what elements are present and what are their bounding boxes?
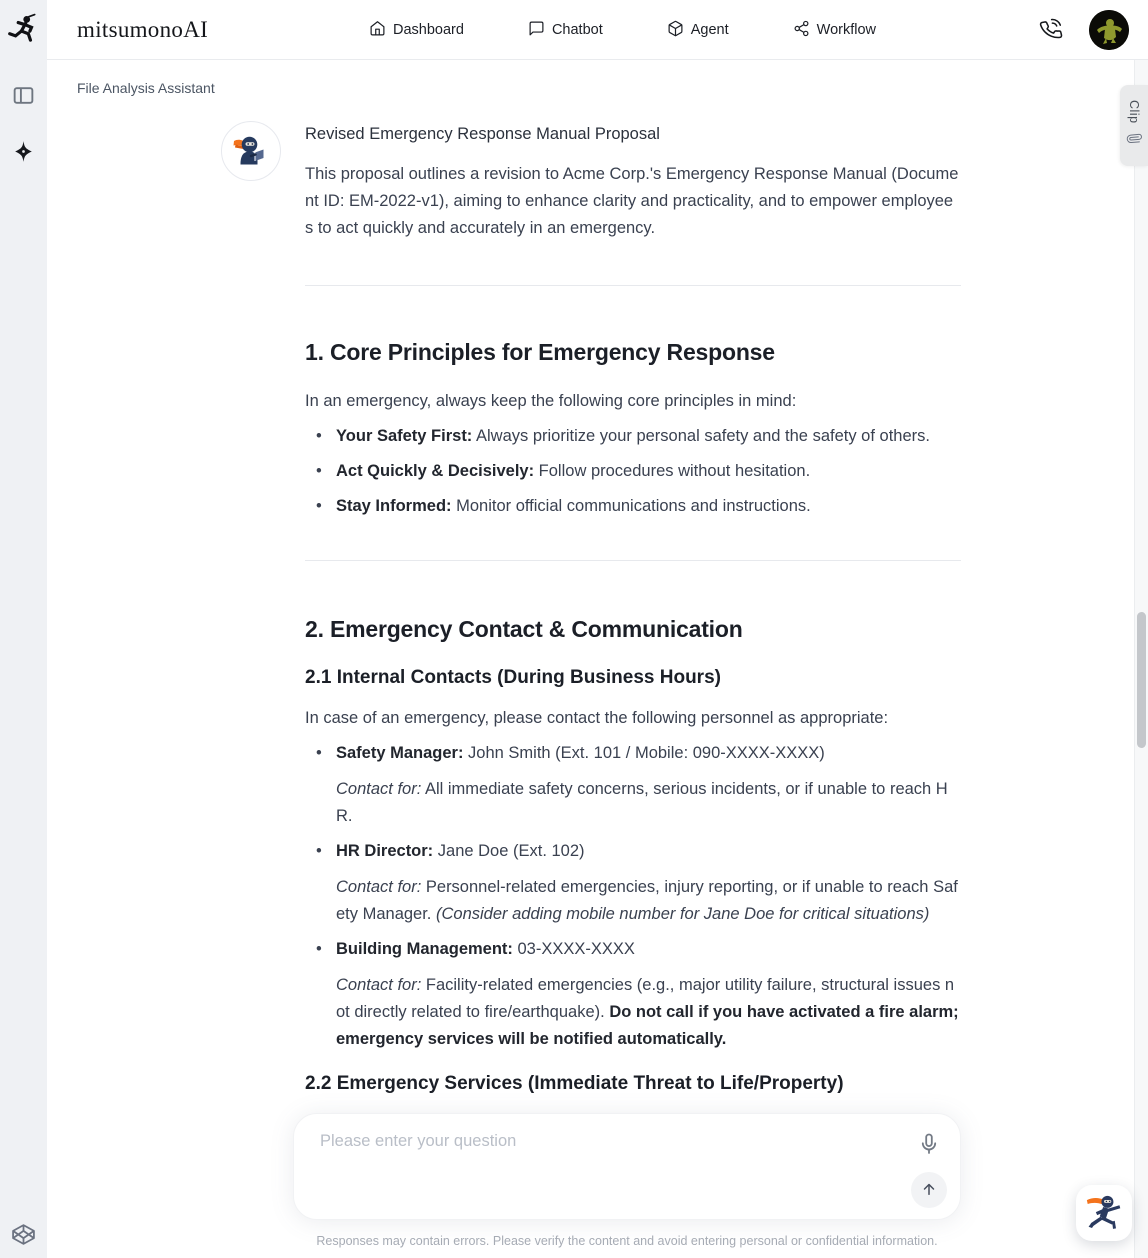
left-rail — [0, 0, 47, 1258]
nav-item-workflow[interactable] — [793, 20, 876, 41]
contacts-list — [305, 936, 961, 963]
brand-wordmark: mitsumonoAI — [77, 17, 209, 42]
contact-role: Building Management: — [336, 940, 513, 958]
contact-role: HR Director: — [336, 842, 434, 860]
section-2-2-heading: 2.2 Emergency Services (Immediate Threat to Life/Property) — [305, 1073, 844, 1094]
assistant-avatar — [221, 121, 281, 181]
message-intro: This proposal outlines a revision to Acme Corp.'s Emergency Response Manual (Document ID: EM-2022-v1), aiming to enhance clarity and practicality, and to empower employees to act quickly and accurately in an emergency. — [305, 165, 959, 237]
contact-note — [305, 776, 961, 830]
list-item — [305, 740, 961, 767]
clip-tab-label: Clip — [1127, 99, 1141, 124]
nav-label: Dashboard — [393, 22, 464, 38]
list-item — [305, 493, 961, 520]
contacts-list — [305, 838, 961, 865]
nav-item-chatbot[interactable] — [528, 20, 603, 41]
phone-call-icon[interactable] — [1038, 17, 1064, 43]
top-header — [47, 0, 1148, 60]
bullet-text: Always prioritize your personal safety and the safety of others. — [472, 427, 930, 445]
divider — [305, 560, 961, 561]
note-bold: Do not call if you have activated a fire alarm; emergency services will be notified automatically. — [336, 1003, 959, 1048]
panel-toggle-icon[interactable] — [11, 83, 36, 108]
contact-role: Safety Manager: — [336, 744, 464, 762]
contact-detail: John Smith (Ext. 101 / Mobile: 090-XXXX-XXXX) — [463, 744, 825, 762]
contact-detail: Jane Doe (Ext. 102) — [433, 842, 585, 860]
main-nav — [369, 0, 876, 60]
nav-label: Agent — [690, 22, 729, 38]
send-button[interactable] — [911, 1172, 947, 1208]
mascot-button[interactable] — [1076, 1185, 1132, 1241]
list-item — [305, 458, 961, 485]
chat-bubble-icon — [528, 20, 545, 41]
user-avatar[interactable] — [1089, 10, 1129, 50]
composer-card — [293, 1113, 961, 1220]
note-italic: Contact for: — [336, 780, 422, 798]
disclaimer-text: Responses may contain errors. Please verify the content and avoid entering personal or confidential information. — [316, 1234, 938, 1248]
section-1-heading: 1. Core Principles for Emergency Response — [305, 339, 775, 365]
mic-icon[interactable] — [917, 1132, 941, 1156]
clip-tab[interactable] — [1120, 85, 1148, 166]
note-italic: Contact for: — [336, 976, 422, 994]
contact-note — [305, 972, 961, 1053]
section-2-1-heading: 2.1 Internal Contacts (During Business Hours) — [305, 667, 721, 688]
home-icon — [369, 20, 386, 41]
nav-item-agent[interactable] — [667, 20, 729, 41]
bullet-bold: Stay Informed: — [336, 497, 452, 515]
paperclip-icon — [1127, 131, 1142, 151]
note-italic: (Consider adding mobile number for Jane Doe for critical situations) — [435, 905, 930, 923]
note-text: All immediate safety concerns, serious incidents, or if unable to reach HR. — [336, 780, 948, 825]
bullet-bold: Your Safety First: — [336, 427, 473, 445]
section-2-1-lead: In case of an emergency, please contact the following personnel as appropriate: — [305, 709, 889, 727]
nav-item-dashboard[interactable] — [369, 20, 464, 41]
sparkle-icon[interactable] — [11, 139, 36, 164]
section-1-lead: In an emergency, always keep the following core principles in mind: — [305, 392, 797, 410]
principles-list — [305, 423, 961, 520]
scrollbar-thumb[interactable] — [1137, 612, 1146, 748]
note-text: Facility-related emergencies (e.g., major utility failure, structural issues not directly related to fire/earthquake). — [336, 976, 955, 1021]
contact-note — [305, 874, 961, 928]
list-item — [305, 423, 961, 450]
nav-label: Workflow — [816, 22, 876, 38]
box-icon — [667, 20, 684, 41]
codepen-icon[interactable] — [11, 1222, 36, 1247]
question-input[interactable] — [320, 1132, 890, 1202]
message-title: Revised Emergency Response Manual Proposal — [305, 125, 660, 143]
send-arrow-icon — [920, 1180, 938, 1201]
section-2-heading: 2. Emergency Contact & Communication — [305, 616, 743, 642]
list-item — [305, 838, 961, 865]
nav-label: Chatbot — [551, 22, 603, 38]
running-ninja-logo-icon — [6, 10, 40, 50]
note-italic: Contact for: — [336, 878, 422, 896]
page-subtitle: File Analysis Assistant — [77, 80, 215, 96]
chat-scroll-area[interactable] — [47, 104, 1134, 1113]
note-text: Personnel-related emergencies, injury reporting, or if unable to reach Safety Manager. — [336, 878, 958, 923]
assistant-message — [305, 121, 961, 1097]
bullet-text: Monitor official communications and instructions. — [451, 497, 811, 515]
bullet-text: Follow procedures without hesitation. — [534, 462, 811, 480]
list-item — [305, 936, 961, 963]
bullet-bold: Act Quickly & Decisively: — [336, 462, 535, 480]
contact-detail: 03-XXXX-XXXX — [512, 940, 635, 958]
contacts-list — [305, 740, 961, 767]
divider — [305, 285, 961, 286]
ninja-mascot-icon — [1080, 1189, 1128, 1237]
share-icon — [793, 20, 810, 41]
